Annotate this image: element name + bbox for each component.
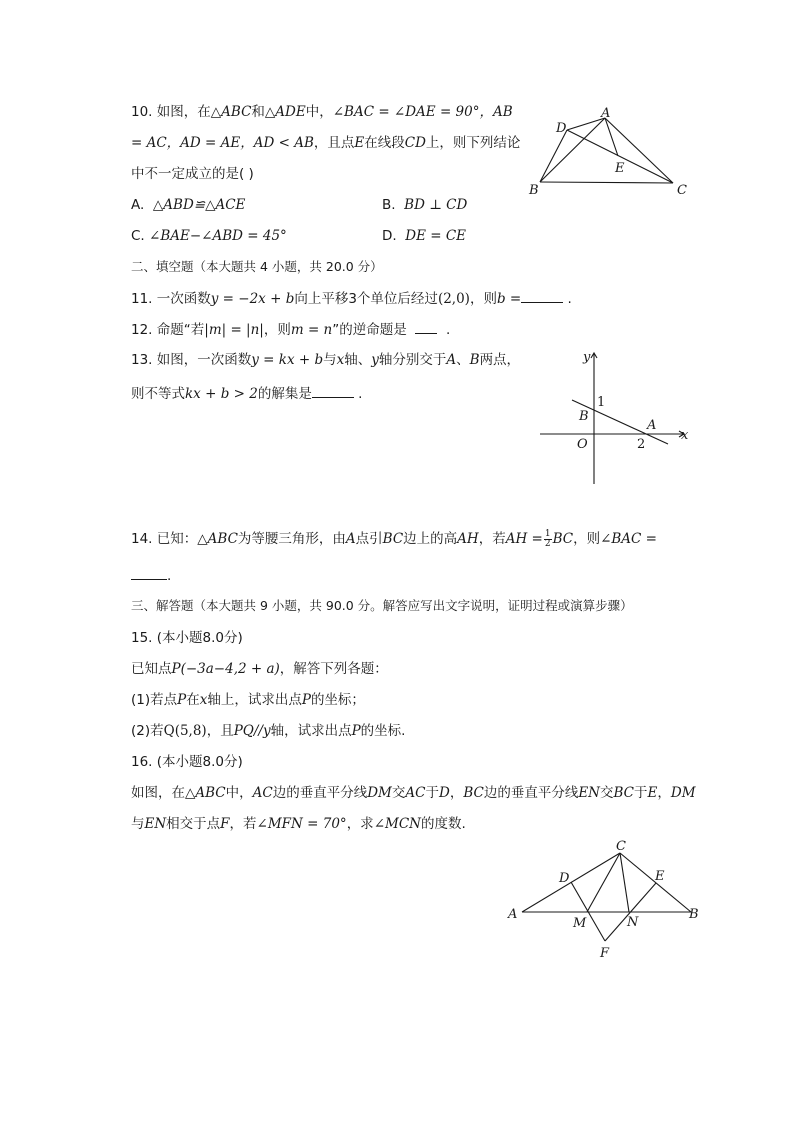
q12: 12. 命题“若|m| = |n|，则m = n”的逆命题是 . [131, 319, 450, 340]
q15-line-1: 已知点P(−3a−4,2 + a)，解答下列各题： [131, 661, 388, 677]
fig16-label-b: B [689, 907, 699, 922]
fig16-label-d: D [559, 871, 570, 886]
q16-line-1: 如图，在△ABC中，AC边的垂直平分线DM交AC于D，BC边的垂直平分线EN交BC于E，DM [131, 785, 696, 801]
q10-line-2: = AC，AD = AE，AD < AB，且点E在线段CD上，则下列结论 [131, 135, 521, 151]
fig13-x-axis-label: x [681, 428, 689, 443]
fig10-label-e: E [615, 161, 625, 176]
q13-line-1: 13. 如图，一次函数y = kx + b与x轴、y轴分别交于A、B两点， [131, 352, 521, 368]
q14-line-1: 14. 已知：△ABC为等腰三角形，由A点引BC边上的高AH，若AH = $\frac{1}{2}$ BC，则∠BAC = [131, 528, 657, 549]
q14-fraction: $\frac{1}{2}$ [544, 528, 551, 549]
q10-figure [525, 102, 695, 197]
fig16-label-f: F [600, 946, 610, 961]
fig13-tick-one: 1 [597, 395, 606, 410]
q13-answer-blank [312, 383, 354, 398]
q10-option-a: A. △ABD≌△ACE [131, 197, 246, 213]
fig16-label-a: A [508, 907, 518, 922]
section-2-heading: 二、填空题（本大题共 4 小题，共 20.0 分） [131, 259, 383, 274]
q16-heading: 16. (本小题8.0分) [131, 754, 243, 770]
fig10-label-d: D [556, 121, 567, 136]
q13-figure [535, 348, 695, 488]
q10-option-d: D. DE = CE [382, 228, 467, 244]
q12-answer-blank [415, 319, 437, 334]
fig16-label-m: M [573, 916, 587, 931]
q14-line-2: . [131, 565, 171, 586]
q10-option-b: B. BD ⊥ CD [382, 197, 468, 213]
fig13-label-o: O [577, 437, 588, 452]
fig16-label-c: C [616, 839, 626, 854]
fig10-label-b: B [529, 183, 539, 197]
q16-figure [505, 835, 705, 965]
q14-answer-blank [131, 565, 167, 580]
q11-answer-blank [521, 288, 563, 303]
fig16-label-n: N [627, 915, 639, 930]
fig13-label-b: B [579, 409, 589, 424]
q10-line-1: 10. 如图，在△ABC和△ADE中，∠BAC = ∠DAE = 90°，AB [131, 104, 513, 120]
fig13-y-axis-label: y [583, 350, 591, 365]
fig16-label-e: E [655, 869, 665, 884]
q16-line-2: 与EN相交于点F，若∠MFN = 70°，求∠MCN的度数. [131, 816, 466, 832]
fig10-label-a: A [601, 106, 611, 121]
fig13-tick-two: 2 [637, 437, 646, 452]
q10-line-3: 中不一定成立的是( ) [131, 166, 254, 182]
fig10-label-c: C [677, 183, 687, 197]
section-3-heading: 三、解答题（本大题共 9 小题，共 90.0 分。解答应写出文字说明，证明过程或演算步骤） [131, 598, 633, 613]
q10-option-c: C. ∠BAE−∠ABD = 45° [131, 228, 287, 244]
q15-part-1: (1)若点P在x轴上，试求出点P的坐标； [131, 692, 365, 708]
q15-heading: 15. (本小题8.0分) [131, 630, 243, 646]
q15-part-2: (2)若Q(5,8)，且PQ//y轴，试求出点P的坐标. [131, 723, 406, 739]
fig13-label-a: A [647, 418, 657, 433]
q11: 11. 一次函数y = −2x + b向上平移3个单位后经过(2,0)，则b = . [131, 288, 572, 309]
q13-line-2: 则不等式kx + b > 2的解集是 . [131, 383, 362, 404]
